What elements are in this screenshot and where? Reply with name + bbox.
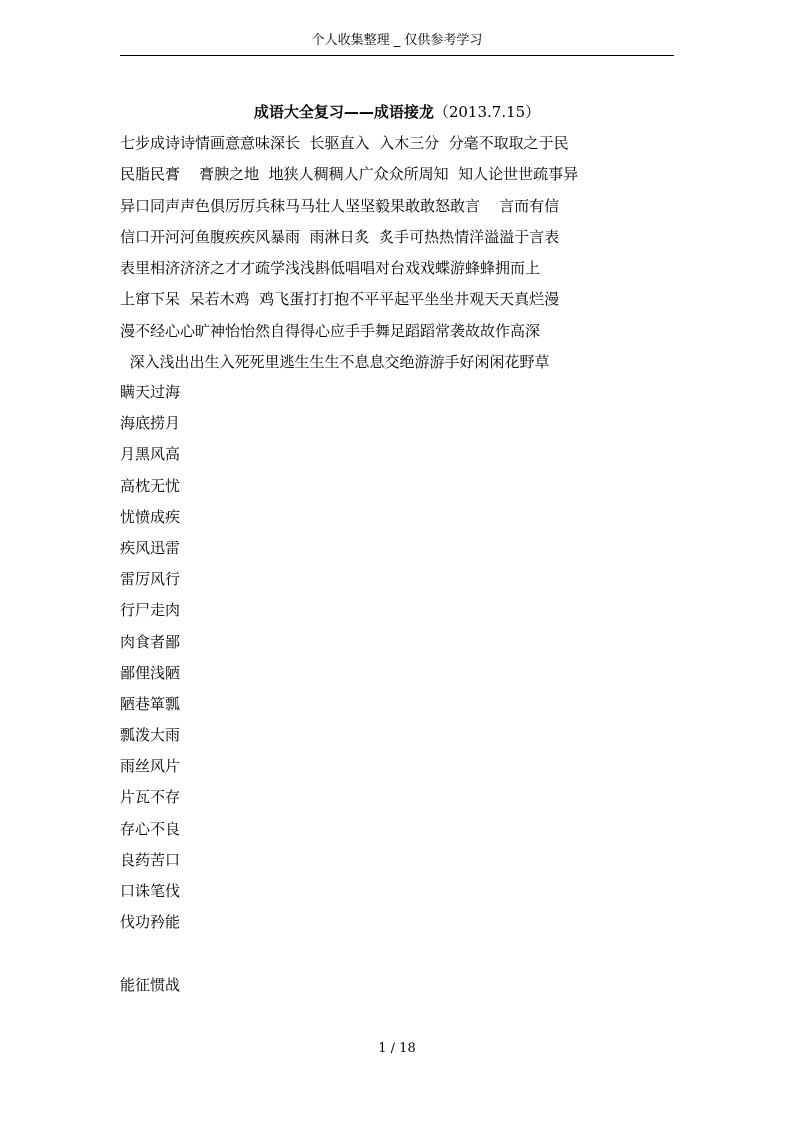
chain-item: 疾风迅雷 <box>120 538 181 557</box>
page-header: 个人收集整理 _ 仅供参考学习 <box>311 33 483 48</box>
chain-item: 良药苦口 <box>120 850 181 869</box>
paragraph-line: 表里相济济济之才才疏学浅浅斟低唱唱对台戏戏蝶游蜂蜂拥而上 <box>120 259 541 278</box>
paragraph-line: 信口开河河鱼腹疾疾风暴雨 雨淋日炙 炙手可热热情洋溢溢于言表 <box>120 227 560 246</box>
paragraph-line: 异口同声声色俱厉厉兵秣马马壮人坚坚毅果敢敢怒敢言 言而有信 <box>120 196 560 215</box>
idiom-chain-list <box>120 377 180 938</box>
chain-item: 月黑风高 <box>120 445 181 464</box>
chain-item: 雨丝风片 <box>120 757 181 776</box>
chain-item: 鄙俚浅陋 <box>120 663 181 682</box>
header-divider <box>120 55 674 56</box>
title-date: （2013.7.15） <box>433 103 541 121</box>
paragraph-line: 民脂民膏 膏腴之地 地狭人稠稠人广众众所周知 知人论世世疏事异 <box>120 165 579 184</box>
chain-item: 高枕无忧 <box>120 476 181 495</box>
paragraph-line: 深入浅出出生入死死里逃生生生不息息交绝游游手好闲闲花野草 <box>120 353 550 372</box>
paragraph-line: 上窜下呆 呆若木鸡 鸡飞蛋打打抱不平平起平坐坐井观天天真烂漫 <box>120 290 560 309</box>
paragraph-line: 漫不经心心旷神怡怡然自得得心应手手舞足蹈蹈常袭故故作高深 <box>120 321 541 340</box>
chain-item: 忧愤成疾 <box>120 507 181 526</box>
chain-item: 雷厉风行 <box>120 570 181 589</box>
chain-item: 口诛笔伐 <box>120 882 181 900</box>
chain-item: 海底捞月 <box>120 414 181 433</box>
chain-item: 片瓦不存 <box>120 788 181 807</box>
chain-item: 存心不良 <box>120 819 181 838</box>
chain-item: 瓢泼大雨 <box>120 726 181 745</box>
chain-item: 行尸走肉 <box>120 601 181 620</box>
title-main: 成语大全复习——成语接龙 <box>253 103 434 121</box>
chain-item: 瞒天过海 <box>120 383 181 401</box>
document-title <box>0 101 794 123</box>
chain-item: 肉食者鄙 <box>120 632 181 651</box>
idiom-paragraph <box>120 128 680 378</box>
chain-item: 伐功矜能 <box>120 913 181 932</box>
page-number: 1 / 18 <box>378 1041 416 1056</box>
chain-item: 陋巷箪瓢 <box>120 694 181 713</box>
paragraph-line: 七步成诗诗情画意意味深长 长驱直入 入木三分 分毫不取取之于民 <box>120 134 569 152</box>
chain-item-last: 能征惯战 <box>120 976 181 994</box>
